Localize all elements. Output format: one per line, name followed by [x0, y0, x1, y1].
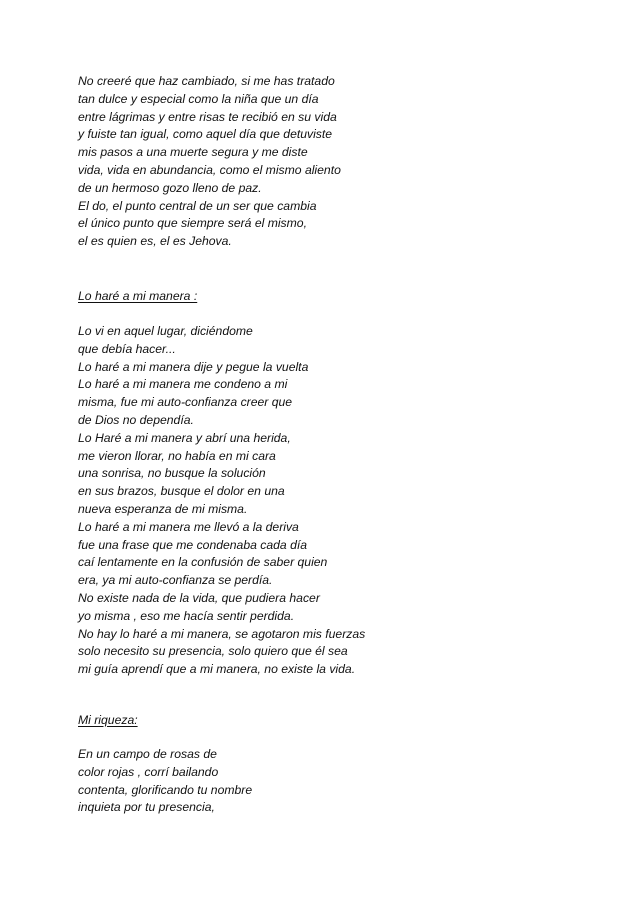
poem-line: color rojas , corrí bailando [78, 764, 219, 779]
poem-2-body [78, 323, 365, 679]
poem-line: de Dios no dependía. [78, 412, 194, 427]
poem-line: solo necesito su presencia, solo quiero que él sea [78, 644, 348, 659]
poem-1-body [78, 73, 341, 251]
poem-line: y fuiste tan igual, como aquel día que detuviste [78, 127, 333, 142]
poem-line: Lo haré a mi manera me llevó a la deriva [78, 519, 299, 534]
poem-3-heading [78, 712, 138, 730]
poem-line: en sus brazos, busque el dolor en una [78, 484, 285, 499]
poem-line: contenta, glorificando tu nombre [78, 782, 253, 797]
poem-line: que debía hacer... [78, 341, 176, 356]
poem-line: yo misma , eso me hacía sentir perdida. [78, 608, 295, 623]
poem-line: caí lentamente en la confusión de saber quien [78, 555, 328, 570]
poem-line: misma, fue mi auto-confianza creer que [78, 395, 293, 410]
poem-title: Lo haré a mi manera : [78, 289, 198, 303]
poem-line: Lo haré a mi manera dije y pegue la vuelta [78, 359, 309, 374]
poem-line: mis pasos a una muerte segura y me diste [78, 145, 308, 160]
poem-line: En un campo de rosas de [78, 747, 217, 761]
poem-line: El do, el punto central de un ser que cambia [78, 198, 317, 213]
poem-line: Lo Haré a mi manera y abrí una herida, [78, 430, 291, 445]
poem-line: No hay lo haré a mi manera, se agotaron mis fuerzas [78, 626, 366, 641]
poem-line: el es quien es, el es Jehova. [78, 234, 232, 249]
poem-line: No creeré que haz cambiado, si me has tratado [78, 74, 335, 88]
poem-line: fue una frase que me condenaba cada día [78, 537, 308, 552]
poem-line: vida, vida en abundancia, como el mismo aliento [78, 162, 341, 177]
poem-line: Lo haré a mi manera me condeno a mi [78, 377, 288, 392]
poem-line: era, ya mi auto-confianza se perdía. [78, 573, 273, 588]
poem-line: mi guía aprendí que a mi manera, no existe la vida. [78, 662, 356, 677]
poem-line: Lo vi en aquel lugar, diciéndome [78, 324, 253, 338]
poem-line: me vieron llorar, no había en mi cara [78, 448, 276, 463]
poem-line: No existe nada de la vida, que pudiera hacer [78, 590, 320, 605]
poem-line: tan dulce y especial como la niña que un día [78, 91, 319, 106]
poem-line: nueva esperanza de mi misma. [78, 501, 248, 516]
poem-line: una sonrisa, no busque la solución [78, 466, 266, 481]
poem-3-body [78, 746, 252, 817]
poem-title: Mi riqueza: [78, 713, 138, 727]
poem-line: inquieta por tu presencia, [78, 800, 215, 815]
poem-line: el único punto que siempre será el mismo, [78, 216, 307, 231]
poem-line: entre lágrimas y entre risas te recibió en su vida [78, 109, 337, 124]
poem-2-heading [78, 288, 197, 306]
poem-line: de un hermoso gozo lleno de paz. [78, 180, 262, 195]
